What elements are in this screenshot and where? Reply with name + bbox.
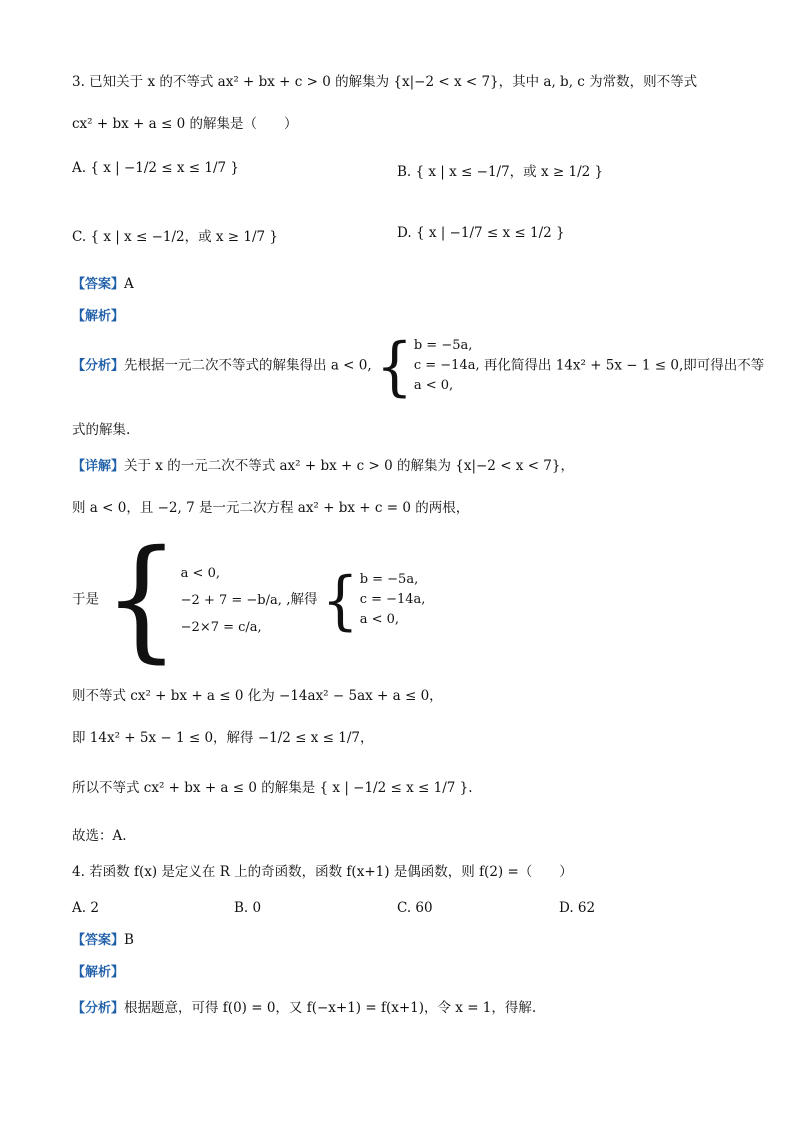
answer-value: B (124, 932, 134, 948)
q3-answer (72, 274, 134, 295)
analysis-tag: 【解析】 (72, 965, 125, 980)
sys3-row-3: a < 0, (359, 612, 399, 627)
system-given (103, 523, 282, 676)
sys2-row-3: −2×7 = c/a, (180, 619, 262, 635)
yushi-label: 于是 (72, 591, 99, 608)
jiede-label: ,解得 (286, 591, 318, 608)
q3-option-c[interactable] (72, 225, 278, 245)
fenxi-text-a: 先根据一元二次不等式的解集得出 (124, 357, 327, 374)
q3-stem-line1: 3. 已知关于 x 的不等式 ax² + bx + c > 0 的解集为 {x|−2 < x < 7}，其中 a, b, c 为常数，则不等式 (72, 74, 698, 90)
q3-option-b[interactable] (397, 160, 603, 180)
fenxi-text-b: 再化简得出 14x² + 5x − 1 ≤ 0,即可得出不等 (483, 357, 765, 374)
option-d-label: D. (397, 225, 412, 241)
answer-tag: 【答案】 (72, 933, 125, 948)
q3-option-a[interactable] (72, 160, 239, 176)
answer-tag: 【答案】 (72, 277, 125, 292)
fenxi-text: 根据题意，可得 f(0) = 0，又 f(−x+1) = f(x+1)，令 x = 1，得解. (124, 1000, 537, 1016)
q3-xiangjie (72, 456, 574, 477)
q4-analysis (72, 962, 124, 983)
left-brace: { (321, 562, 359, 638)
q3-fenxi (72, 328, 765, 404)
option-b-text: { x | x ≤ −1/7，或 x ≥ 1/2 } (415, 164, 604, 180)
q4-option-a[interactable]: A. 2 (72, 900, 99, 916)
q3-option-d[interactable] (397, 225, 565, 241)
sys3-row-1: b = −5a, (359, 572, 419, 587)
analysis-tag: 【解析】 (72, 309, 125, 324)
fenxi-tag: 【分析】 (72, 358, 125, 374)
q3-line-ji: 即 14x² + 5x − 1 ≤ 0，解得 −1/2 ≤ x ≤ 1/7， (72, 730, 374, 746)
q4-option-c[interactable]: C. 60 (397, 900, 433, 916)
sys1-row-1: b = −5a, (413, 338, 473, 353)
q3-stem-line2: cx² + bx + a ≤ 0 的解集是（ ） (72, 116, 298, 132)
option-d-text: { x | −1/7 ≤ x ≤ 1/2 } (415, 225, 565, 241)
xiangjie-tag: 【详解】 (72, 459, 125, 474)
q4-stem: 4. 若函数 f(x) 是定义在 R 上的奇函数，函数 f(x+1) 是偶函数，则 f(2) =（ ） (72, 864, 573, 880)
q3-line-suoyi: 所以不等式 cx² + bx + a ≤ 0 的解集是 { x | −1/2 ≤ x ≤ 1/7 }. (72, 780, 473, 796)
q4-answer (72, 930, 134, 951)
q3-yushi-block (72, 523, 426, 676)
answer-value: A (124, 276, 134, 292)
system-solved (321, 562, 426, 638)
xiangjie-text: 关于 x 的一元二次不等式 ax² + bx + c > 0 的解集为 {x|−2 < x < 7}， (124, 458, 574, 474)
option-c-label: C. (72, 229, 87, 245)
q3-fenxi-cont: 式的解集. (72, 422, 131, 438)
sys3-row-2: c = −14a, (359, 592, 426, 607)
option-a-label: A. (72, 160, 87, 176)
q3-line-hua: 则不等式 cx² + bx + a ≤ 0 化为 −14ax² − 5ax + a ≤ 0， (72, 688, 443, 704)
q4-option-b[interactable]: B. 0 (234, 900, 262, 916)
left-brace-large: { (103, 523, 180, 676)
sys1-row-3: a < 0, (413, 378, 454, 393)
q4-option-d[interactable]: D. 62 (559, 900, 596, 916)
q3-analysis (72, 306, 124, 327)
q4-fenxi (72, 998, 536, 1019)
q3-line-ze: 则 a < 0，且 −2, 7 是一元二次方程 ax² + bx + c = 0 的两根， (72, 500, 470, 516)
sys2-row-2: −2 + 7 = −b/a, (180, 592, 282, 608)
option-a-text: { x | −1/2 ≤ x ≤ 1/7 } (90, 160, 240, 176)
q3-line-guxuan: 故选：A. (72, 828, 127, 844)
fenxi-tag: 【分析】 (72, 1001, 125, 1016)
fenxi-a-lt0: a < 0, (330, 357, 372, 374)
left-brace: { (375, 328, 413, 404)
option-b-label: B. (397, 164, 412, 180)
sys2-row-1: a < 0, (180, 565, 220, 581)
option-c-text: { x | x ≤ −1/2，或 x ≥ 1/7 } (90, 229, 279, 245)
fenxi-system (375, 328, 480, 404)
sys1-row-2: c = −14a, (413, 358, 480, 373)
